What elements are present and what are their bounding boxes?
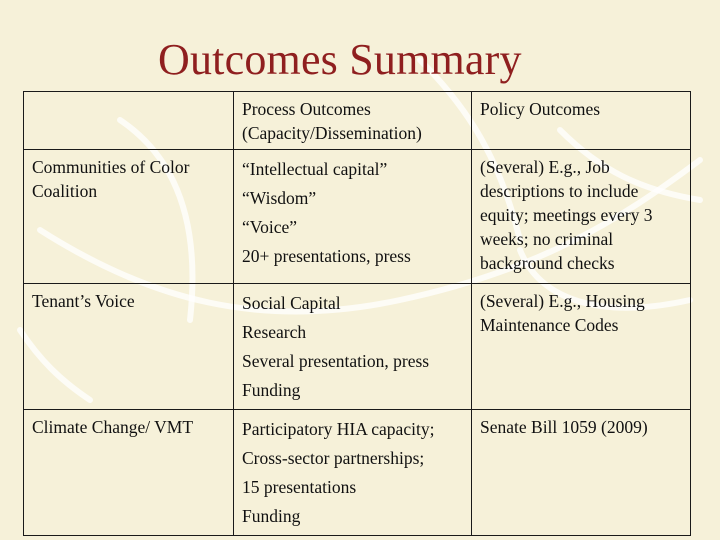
process-line: 20+ presentations, press [242,246,411,266]
header-line: (Capacity/Dissemination) [242,123,422,143]
process-cell [234,410,472,536]
process-line: Cross-sector partnerships; [242,448,425,468]
process-line: Several presentation, press [242,351,430,371]
policy-cell [472,410,691,536]
header-row [24,92,691,150]
process-line: Participatory HIA capacity; [242,419,435,439]
row-name-line: Communities of Color [32,157,190,177]
policy-line: weeks; no criminal [480,229,614,249]
process-line: Social Capital [242,293,341,313]
process-cell [234,150,472,284]
policy-cell [472,284,691,410]
row-name-line: Climate Change/ VMT [32,417,194,437]
process-outcomes-header [234,92,472,150]
outcomes-table [23,91,691,536]
policy-line: equity; meetings every 3 [480,205,653,225]
process-cell [234,284,472,410]
table-row [24,284,691,410]
row-name-cell [24,150,234,284]
policy-line: background checks [480,253,615,273]
policy-line: (Several) E.g., Housing [480,291,645,311]
process-line: Funding [242,380,301,400]
policy-line: (Several) E.g., Job [480,157,610,177]
process-line: “Wisdom” [242,188,317,208]
table-row [24,410,691,536]
table-row [24,150,691,284]
process-line: “Voice” [242,217,298,237]
process-line: Research [242,322,307,342]
policy-line: Maintenance Codes [480,315,619,335]
policy-outcomes-header [472,92,691,150]
policy-line: descriptions to include [480,181,639,201]
header-line: Process Outcomes [242,99,371,119]
row-name-cell [24,410,234,536]
header-line: Policy Outcomes [480,99,601,119]
page-title: Outcomes Summary [158,35,522,84]
policy-cell [472,150,691,284]
process-line: “Intellectual capital” [242,159,388,179]
policy-line: Senate Bill 1059 (2009) [480,417,648,437]
process-line: Funding [242,506,301,526]
process-line: 15 presentations [242,477,357,497]
corner-cell [24,92,234,150]
row-name-cell [24,284,234,410]
row-name-line: Tenant’s Voice [32,291,135,311]
row-name-line: Coalition [32,181,98,201]
